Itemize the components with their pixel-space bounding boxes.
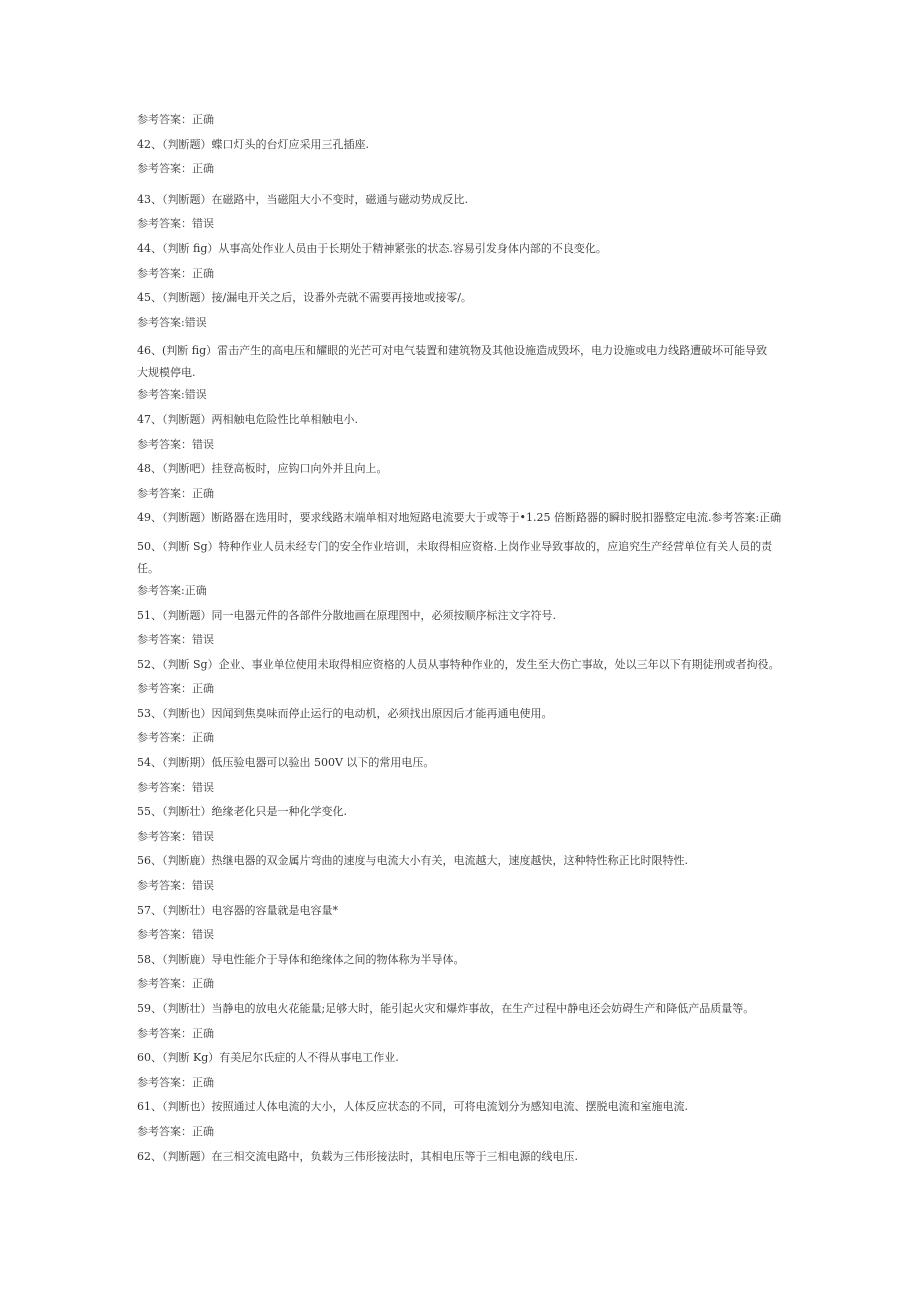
answer-line: 参考答案：错误 — [137, 829, 214, 843]
answer-line: 参考答案：正确 — [137, 486, 214, 500]
question-line: 49、（判断题）断路器在选用时，要求线路末端单相对地短路电流要大于或等于•1.25 倍断路器的瞬时脱扣器整定电流.参考答案:正确 — [137, 511, 782, 525]
question-line: 47、（判断题）两相触电危险性比单相触电小. — [137, 412, 358, 426]
question-line: 53、（判断也）因闻到焦臭味而停止运行的电动机，必须找出原因后才能再通电使用。 — [137, 706, 553, 720]
question-line: 45、（判断题）接/漏电开关之后，设番外壳就不需要再接地或接零/。 — [137, 291, 472, 305]
question-line: 58、（判断鹿）导电性能介于导体和绝缘体之间的物体称为半导体。 — [137, 952, 465, 966]
question-line: 52、（判断 Sg）企业、事业单位使用未取得相应资格的人员从事特种作业的，发生至大伤亡事故，处以三年以下有期徒刑或者拘役。 — [137, 657, 780, 671]
question-line: 61、（判断也）按照通过人体电流的大小，人体反应状态的不同，可将电流划分为感知电流、摆脱电流和室施电流. — [137, 1100, 688, 1114]
question-line: 62、（判断题）在三相交流电路中，负载为三伟形接法时，其相电压等于三相电源的线电压. — [137, 1149, 578, 1163]
question-line: 48、（判断吧）挂登高板时，应钩口向外并且向上。 — [137, 462, 388, 476]
question-line: 44、（判断 fig）从事高处作业人员由于长期处于精神紧张的状态.容易引发身体内部的不良变化。 — [137, 241, 607, 255]
answer-line: 参考答案：正确 — [137, 731, 214, 745]
answer-line: 参考答案：错误 — [137, 879, 214, 893]
answer-line: 参考答案：正确 — [137, 113, 214, 126]
answer-line: 参考答案:错误 — [137, 315, 207, 329]
answer-line: 参考答案：正确 — [137, 1075, 214, 1089]
question-line: 56、（判断鹿）热继电器的双金属片弯曲的速度与电流大小有关，电流越大，速度越快，这种特性称正比时限特性. — [137, 854, 688, 868]
answer-line: 参考答案：正确 — [137, 682, 214, 696]
answer-line: 参考答案:正确 — [137, 583, 207, 597]
answer-line: 参考答案：正确 — [137, 1026, 214, 1040]
answer-line: 参考答案：正确 — [137, 162, 214, 176]
answer-line: 参考答案：错误 — [137, 437, 214, 451]
question-line: 57、（判断壮）电容器的容量就是电容量* — [137, 903, 338, 917]
answer-line: 参考答案：错误 — [137, 928, 214, 942]
document-page — [137, 113, 782, 1174]
answer-line: 参考答案：正确 — [137, 1124, 214, 1138]
question-line: 59、（判断壮）当静电的放电火花能量;足够大时，能引起火灾和爆炸事故，在生产过程中静电还会妨碍生产和降低产品质量等。 — [137, 1002, 755, 1015]
question-line: 42、（判断题）蝶口灯头的台灯应采用三孔插座. — [137, 137, 369, 151]
question-line: 50、（判断 Sg）特种作业人员未经专门的安全作业培训，未取得相应资格.上岗作业导致事故的，应追究生产经营单位有关人员的责任。 — [137, 539, 773, 575]
answer-line: 参考答案：错误 — [137, 217, 214, 231]
question-line: 46、(判断 fig）雷击产生的高电压和耀眼的光芒可对电气装置和建筑物及其他设施造成毁坏，电力设施或电力线路遭破坏可能导致大规模停电. — [137, 344, 768, 380]
answer-line: 参考答案：错误 — [137, 780, 214, 794]
answer-line: 参考答案：正确 — [137, 266, 214, 280]
question-line: 43、（判断题）在磁路中，当磁阻大小不变时，磁通与磁动势成反比. — [137, 192, 468, 206]
question-line: 60、（判断 Kg）有美尼尔氏症的人不得从事电工作业. — [137, 1051, 399, 1065]
question-line: 54、（判断期）低压验电器可以验出 500V 以下的常用电压。 — [137, 756, 435, 770]
answer-line: 参考答案：错误 — [137, 633, 214, 647]
question-line: 51、（判断题）同一电器元件的各部件分散地画在原理图中，必须按顺序标注文字符号. — [137, 608, 556, 622]
question-line: 55、（判断壮）绝缘老化只是一种化学变化. — [137, 805, 347, 819]
answer-line: 参考答案:错误 — [137, 388, 207, 402]
answer-line: 参考答案：正确 — [137, 977, 214, 991]
